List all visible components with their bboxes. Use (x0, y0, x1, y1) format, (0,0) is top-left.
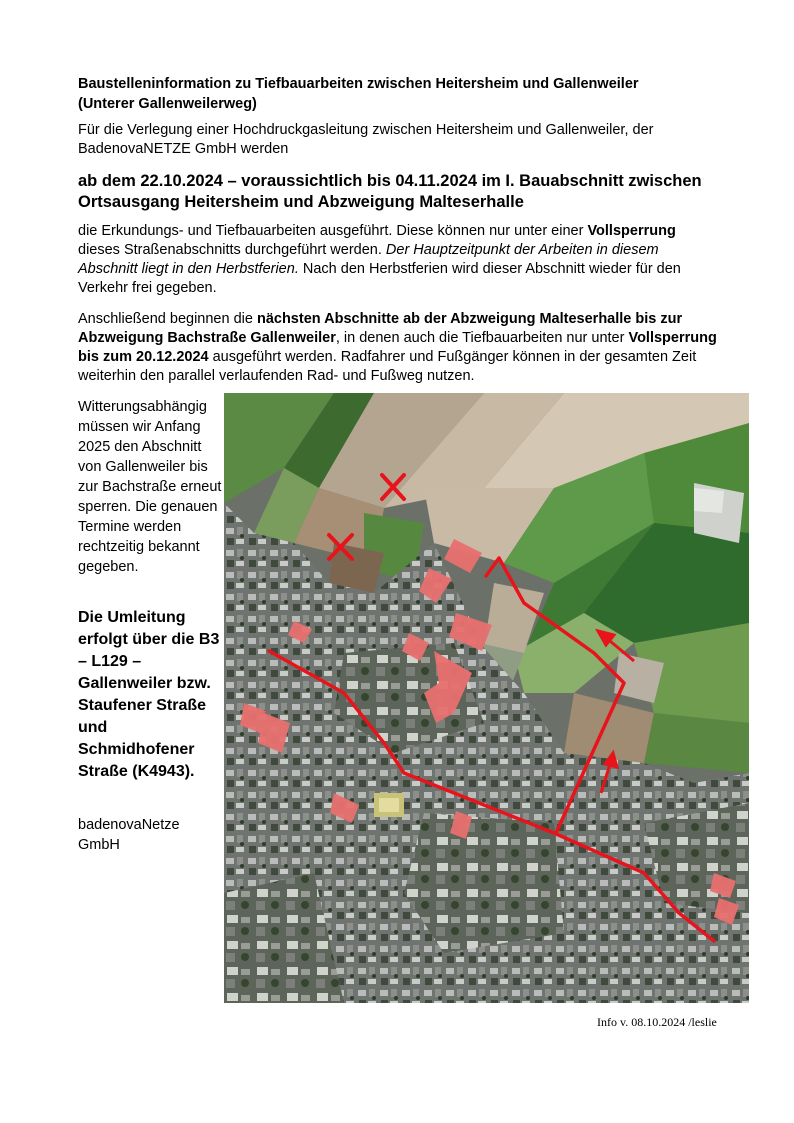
detour-note: Die Umleitung erfolgt über die B3 – L129 – Gallenweiler bzw. Staufener Straße und Schmidhofener Straße (K4943). (78, 609, 220, 780)
para1-text-2: dieses Straßenabschnitts durchgeführt werden. (78, 242, 386, 258)
intro-paragraph: Für die Verlegung einer Hochdruckgasleitung zwischen Heitersheim und Gallenweiler, der BadenovaNETZE GmbH werden (78, 122, 654, 157)
aerial-map (224, 393, 749, 1003)
weather-note: Witterungsabhängig müssen wir Anfang 2025 den Abschnitt von Gallenweiler bis zur Bachstraße erneut sperren. Die genauen Termine werden rechtzeitig bekannt gegeben. (78, 399, 222, 575)
document-title (78, 74, 718, 114)
signature (78, 815, 228, 855)
signature-line-1: badenovaNetze (78, 817, 180, 833)
paragraph-closure (78, 222, 718, 298)
title-line-2: (Unterer Gallenweilerweg) (78, 96, 257, 112)
para2-bold-1: nächsten Abschnitte ab der Abzweigung Malteserhalle bis zur Abzweigung Bachstraße Gallenweiler (78, 311, 683, 346)
title-line-1: Baustelleninformation zu Tiefbauarbeiten zwischen Heitersheim und Gallenweiler (78, 76, 639, 92)
para1-text-3: Nach den Herbstferien wird dieser Abschnitt wieder für den Verkehr frei gegeben. (78, 261, 681, 296)
para1-bold-1: Vollsperrung (587, 223, 676, 239)
para2-text-1: Anschließend beginnen die (78, 311, 257, 327)
date-heading: ab dem 22.10.2024 – voraussichtlich bis 04.11.2024 im I. Bauabschnitt zwischen Ortsausgang Heitersheim und Abzweigung Malteserhalle (78, 172, 702, 211)
para1-text-1: die Erkundungs- und Tiefbauarbeiten ausgeführt. Diese können nur unter einer (78, 223, 588, 239)
paragraph-next-sections (78, 310, 718, 386)
para1-italic-1: Der Hauptzeitpunkt der Arbeiten in diesem Abschnitt liegt in den Herbstferien. (78, 242, 659, 277)
para2-bold-2: Vollsperrung bis zum 20.12.2024 (78, 330, 717, 365)
footer-info: Info v. 08.10.2024 /leslie (597, 1015, 717, 1029)
para2-text-3: ausgeführt werden. Radfahrer und Fußgänger können in der gesamten Zeit weiterhin den parallel verlaufenden Rad- und Fußweg nutzen. (78, 349, 697, 384)
para2-text-2: , in denen auch die Tiefbauarbeiten nur unter (335, 330, 629, 346)
signature-line-2: GmbH (78, 837, 120, 853)
